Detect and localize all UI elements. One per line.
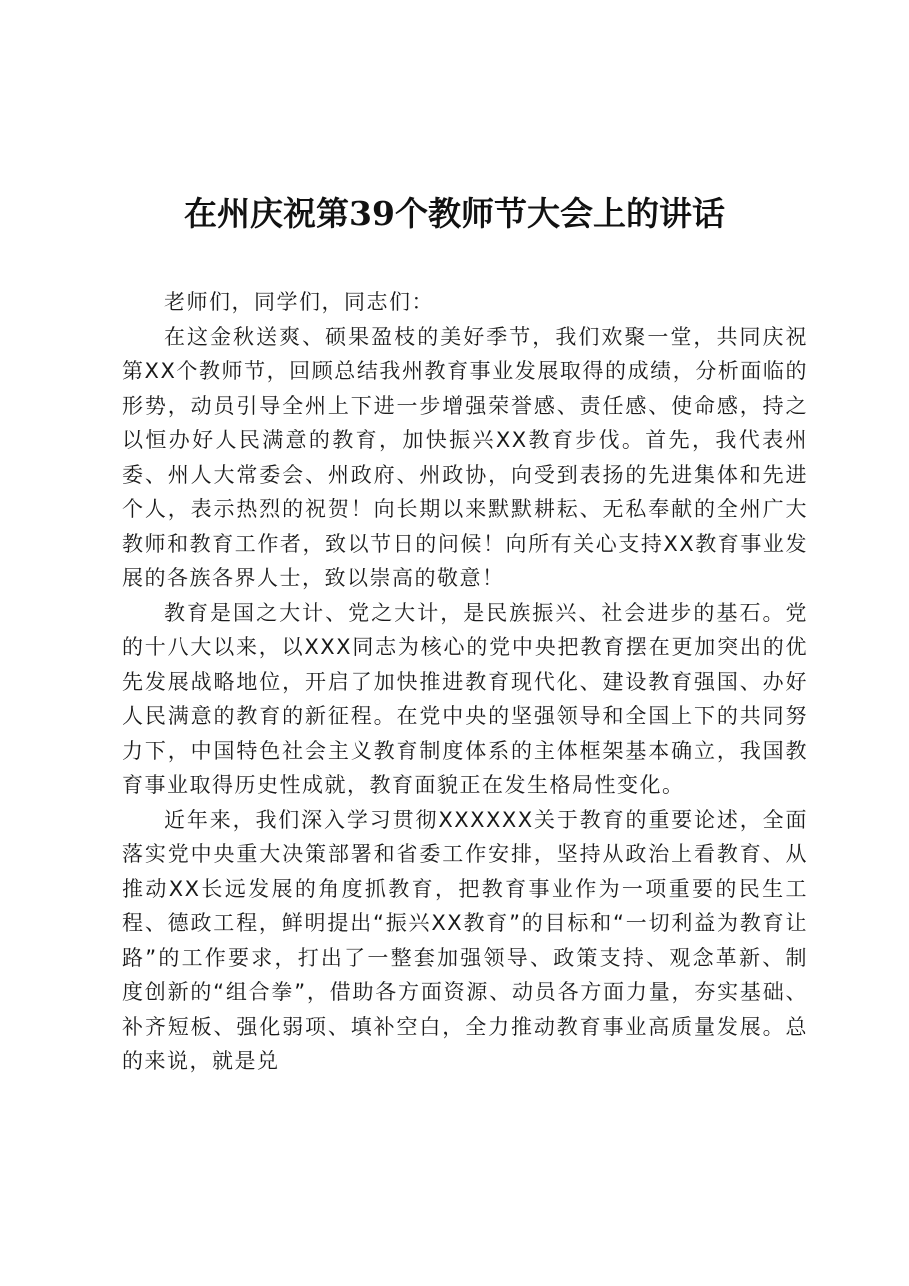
salutation-paragraph: 老师们，同学们，同志们： [164,290,434,314]
body-paragraph: 教育是国之大计、党之大计，是民族振兴、社会进步的基石。党的十八大以来，以XXX同志为核心的党中央把教育摆在更加突出的优先发展战略地位，开启了加快推进教育现代化、建设教育强国、办好人民满意的教育的新征程。在党中央的坚强领导和全国上下的共同努力下，中国特色社会主义教育制度体系的主体框架基本确立，我国教育事业取得历史性成就，教育面貌正在发生格局性变化。 [122,600,808,797]
document-body [122,285,808,1079]
document-title: 在州庆祝第39个教师节大会上的讲话 [184,194,725,233]
body-paragraph: 近年来，我们深入学习贯彻XXXXXX关于教育的重要论述，全面落实党中央重大决策部署和省委工作安排，坚持从政治上看教育、从推动XX长远发展的角度抓教育，把教育事业作为一项重要的民生工程、德政工程，鲜明提出“振兴XX教育”的目标和“一切利益为教育让路”的工作要求，打出了一整套加强领导、政策支持、观念革新、制度创新的“组合拳”，借助各方面资源、动员各方面力量，夯实基础、补齐短板、强化弱项、填补空白，全力推动教育事业高质量发展。总的来说，就是兑 [122,807,808,1073]
body-paragraph: 在这金秋送爽、硕果盈枝的美好季节，我们欢聚一堂，共同庆祝第XX个教师节，回顾总结我州教育事业发展取得的成绩，分析面临的形势，动员引导全州上下进一步增强荣誉感、责任感、使命感，持之以恒办好人民满意的教育，加快振兴XX教育步伐。首先，我代表州委、州人大常委会、州政府、州政协，向受到表扬的先进集体和先进个人，表示热烈的祝贺！向长期以来默默耕耘、无私奉献的全州广大教师和教育工作者，致以节日的问候！向所有关心支持XX教育事业发展的各族各界人士，致以崇高的敬意！ [122,324,808,590]
